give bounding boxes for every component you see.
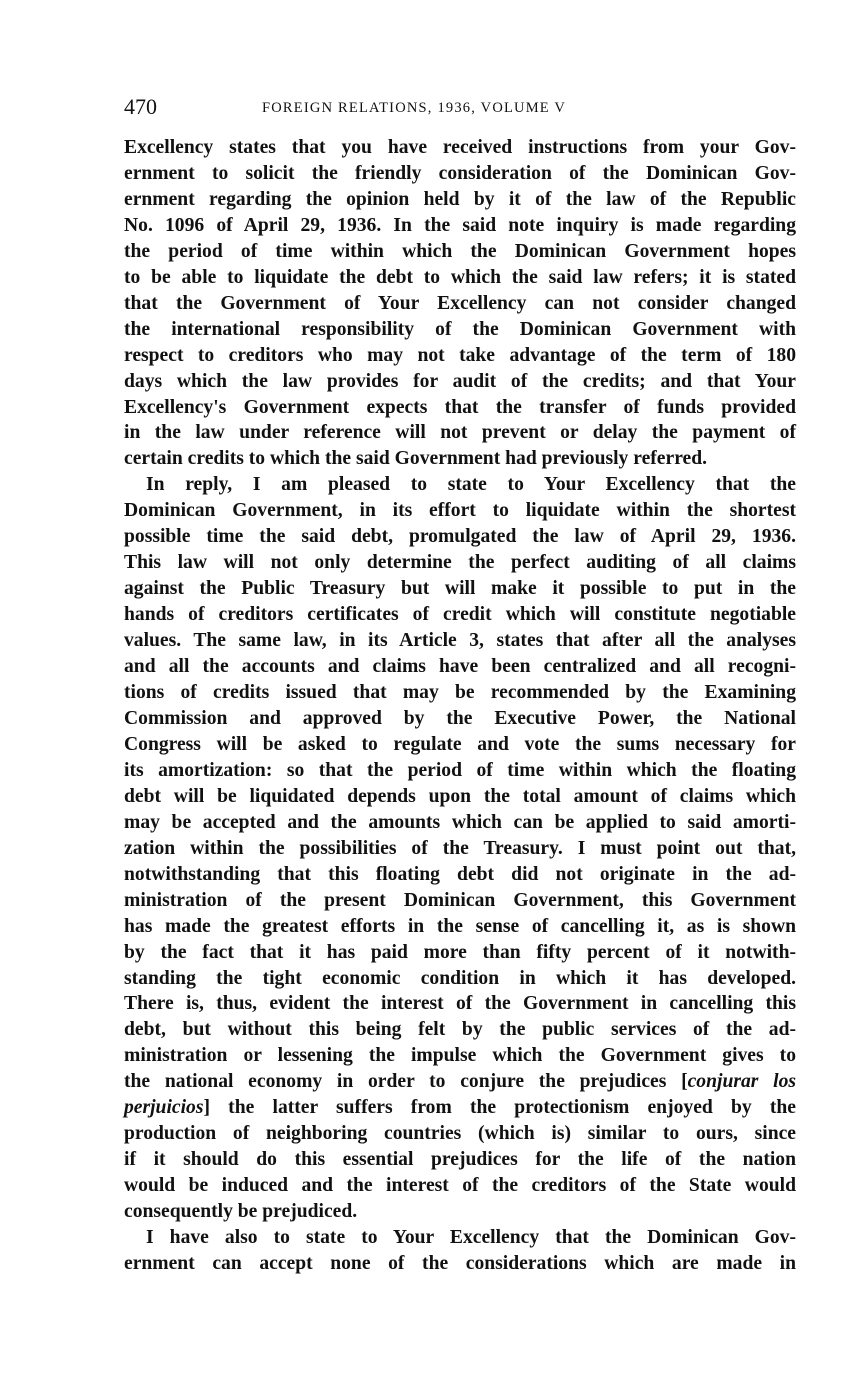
page-number: 470 xyxy=(124,94,157,119)
text-line: that the Government of Your Excellency can not consider changed xyxy=(124,292,796,314)
text-line: Dominican Government, in its effort to liquidate within the shortest xyxy=(124,500,796,522)
text-line: consequently be prejudiced. xyxy=(124,1201,358,1223)
spanish-term: conjurar los xyxy=(687,1071,796,1093)
text-line: hands of creditors certificates of credit which will constitute negotiable xyxy=(124,604,796,626)
text-line: possible time the said debt, promulgated the law of April 29, 1936. xyxy=(124,526,796,548)
text-line: days which the law provides for audit of the credits; and that Your xyxy=(124,370,796,392)
text-line: debt, but without this being felt by the public services of the ad- xyxy=(124,1019,796,1041)
paragraph-2 xyxy=(124,472,796,1225)
text-line: Excellency states that you have received instructions from your Gov- xyxy=(124,137,796,158)
text-line: There is, thus, evident the interest of the Government in cancelling this xyxy=(124,993,796,1015)
paragraph-3 xyxy=(124,1225,796,1277)
text-line: debt will be liquidated depends upon the total amount of claims which xyxy=(124,785,796,807)
running-head xyxy=(124,92,796,126)
text-line: the national economy in order to conjure the prejudices [conjurar los xyxy=(124,1071,796,1093)
text-line: ernment regarding the opinion held by it of the law of the Republic xyxy=(124,188,796,210)
text-line: production of neighboring countries (which is) similar to ours, since xyxy=(124,1123,796,1145)
text-line: I have also to state to Your Excellency that the Dominican Gov- xyxy=(146,1227,796,1249)
text-line: has made the greatest efforts in the sense of cancelling it, as is shown xyxy=(124,915,796,937)
text-line: in the law under reference will not prevent or delay the payment of xyxy=(124,422,796,444)
text-line: its amortization: so that the period of time within which the floating xyxy=(124,759,796,781)
running-title: FOREIGN RELATIONS, 1936, VOLUME V xyxy=(262,100,567,116)
text-line: perjuicios] the latter suffers from the protectionism enjoyed by the xyxy=(124,1097,796,1119)
text-line: ernment to solicit the friendly consideration of the Dominican Gov- xyxy=(124,162,796,184)
paragraph-1 xyxy=(124,135,796,472)
text-line: against the Public Treasury but will make it possible to put in the xyxy=(124,578,796,600)
text-line: the period of time within which the Dominican Government hopes xyxy=(124,240,796,262)
text-line: if it should do this essential prejudices for the life of the nation xyxy=(124,1149,796,1171)
text-line: may be accepted and the amounts which can be applied to said amorti- xyxy=(124,811,796,833)
text-line: respect to creditors who may not take advantage of the term of 180 xyxy=(124,344,796,366)
text-line: and all the accounts and claims have been centralized and all recogni- xyxy=(124,656,796,678)
text-line: by the fact that it has paid more than fifty percent of it notwith- xyxy=(124,941,796,963)
text-line: ministration of the present Dominican Government, this Government xyxy=(124,889,796,911)
text-line: This law will not only determine the perfect auditing of all claims xyxy=(124,552,796,574)
text-line: No. 1096 of April 29, 1936. In the said note inquiry is made regarding xyxy=(124,214,796,236)
text-line: certain credits to which the said Government had previously referred. xyxy=(124,448,708,470)
text-line: would be induced and the interest of the creditors of the State would xyxy=(124,1175,796,1197)
text-line: notwithstanding that this floating debt did not originate in the ad- xyxy=(124,863,796,885)
document-page xyxy=(124,92,796,1277)
text-line: zation within the possibilities of the Treasury. I must point out that, xyxy=(124,837,796,859)
text-line: standing the tight economic condition in which it has developed. xyxy=(124,967,796,989)
text-line: Congress will be asked to regulate and vote the sums necessary for xyxy=(124,733,796,755)
text-line: the international responsibility of the Dominican Government with xyxy=(124,318,796,340)
text-line: tions of credits issued that may be recommended by the Examining xyxy=(124,682,796,704)
spanish-term: perjuicios xyxy=(124,1097,204,1119)
text-line: values. The same law, in its Article 3, states that after all the analyses xyxy=(124,630,796,652)
text-line: ministration or lessening the impulse which the Government gives to xyxy=(124,1045,796,1067)
text-line: In reply, I am pleased to state to Your Excellency that the xyxy=(146,474,796,496)
text-line: Excellency's Government expects that the transfer of funds provided xyxy=(124,396,796,418)
body-text xyxy=(124,135,796,1277)
text-line: Commission and approved by the Executive Power, the National xyxy=(124,707,796,729)
text-line: ernment can accept none of the considerations which are made in xyxy=(124,1252,796,1274)
text-line: to be able to liquidate the debt to which the said law refers; it is stated xyxy=(124,266,796,288)
